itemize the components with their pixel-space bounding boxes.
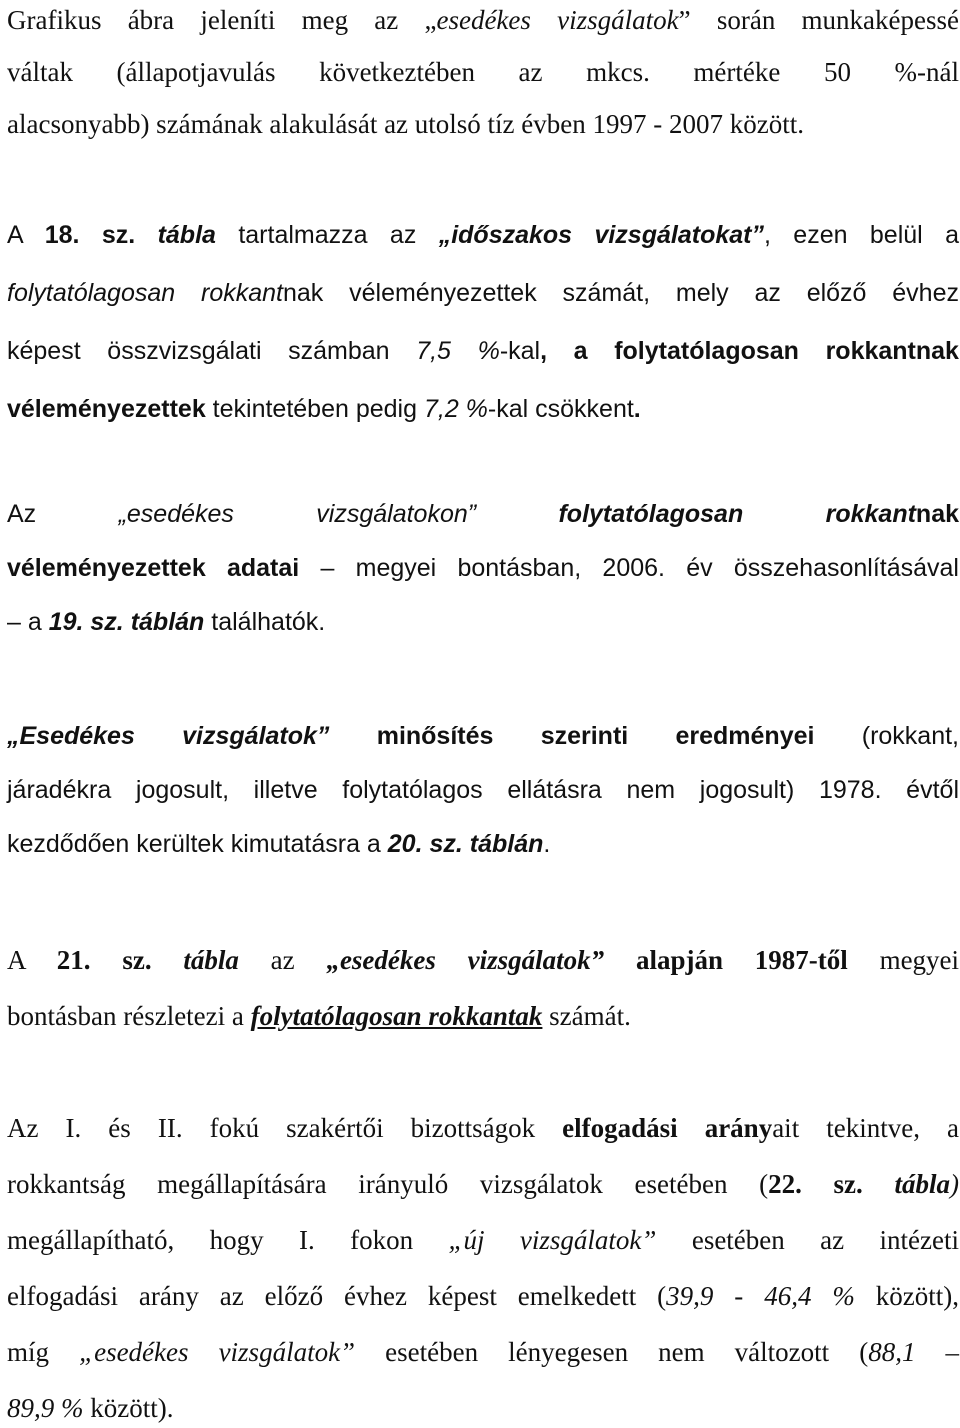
text-run: 7,5 % <box>416 337 500 365</box>
text-run: megállapítható, hogy I. fokon <box>7 1225 449 1255</box>
text-run: bontásban részletezi a <box>7 1001 251 1031</box>
text-run <box>152 945 184 975</box>
text-run: nak <box>915 500 960 528</box>
text-run: „Esedékes vizsgálatok” <box>7 722 330 750</box>
text-run: tábla <box>894 1169 950 1199</box>
text-line <box>7 0 959 40</box>
text-run: kezdődően kerültek kimutatásra a <box>7 830 388 858</box>
text-run <box>604 945 636 975</box>
text-run: – a <box>7 608 49 636</box>
text-run: „időszakos vizsgálatokat” <box>438 221 764 249</box>
text-line <box>7 1108 959 1148</box>
text-run: számát. <box>542 1001 631 1031</box>
text-line <box>7 770 959 810</box>
text-run: , a folytatólagosan rokkantnak <box>540 337 959 365</box>
text-run: esetében az intézeti <box>656 1225 959 1255</box>
text-run: az <box>238 945 327 975</box>
text-run: tartalmazza az <box>215 221 439 249</box>
text-run: 19. sz. táblán <box>48 608 205 636</box>
text-run: elfogadási arány <box>562 1113 773 1143</box>
text-line <box>7 1164 959 1204</box>
text-run: 21. sz. <box>56 945 152 975</box>
text-line <box>7 1220 959 1260</box>
text-run: folytatólagosan rokkantak <box>250 1001 543 1031</box>
text-run: rokkantság megállapítására irányuló vizsgálatok esetében ( <box>7 1169 769 1199</box>
text-run: esedékes vizsgálatok <box>436 5 679 35</box>
text-line <box>7 996 959 1036</box>
text-run: véleményezettek <box>7 395 206 423</box>
text-run <box>135 221 157 249</box>
text-line <box>7 52 959 92</box>
text-run: minősítés szerinti eredményei <box>376 722 815 750</box>
text-run <box>476 500 558 528</box>
text-run: képest összvizsgálati számban <box>7 337 417 365</box>
text-run: alacsonyabb) számának alakulását az utolsó tíz évben 1997 - 2007 között. <box>7 109 804 139</box>
text-line <box>7 1276 959 1316</box>
text-run: 88,1 – <box>868 1337 960 1367</box>
text-run: esetében lényegesen nem változott ( <box>355 1337 869 1367</box>
text-line <box>7 1388 959 1428</box>
text-run: Az I. és II. fokú szakértői bizottságok <box>7 1113 563 1143</box>
text-run: véleményezettek adatai <box>7 554 300 582</box>
text-run: 18. sz. <box>44 221 136 249</box>
text-run: tábla <box>157 221 216 249</box>
text-line <box>7 548 959 588</box>
text-line <box>7 331 959 371</box>
text-run: míg <box>7 1337 80 1367</box>
text-run: tábla <box>183 945 239 975</box>
text-run: (rokkant, <box>814 722 959 750</box>
text-run: 39,9 - 46,4 % <box>666 1281 855 1311</box>
text-line <box>7 824 959 864</box>
text-run: , ezen belül a <box>763 221 959 249</box>
text-run: ” során munkaképessé <box>678 5 959 35</box>
text-run: A <box>7 945 57 975</box>
text-run: járadékra jogosult, illetve folytatólagos ellátásra nem jogosult) 1978. évtől <box>7 776 959 804</box>
text-run: . <box>543 830 551 858</box>
text-run: alapján 1987-től <box>635 945 848 975</box>
text-line <box>7 215 959 255</box>
text-run: . <box>633 395 641 423</box>
text-run: elfogadási arány az előző évhez képest emelkedett ( <box>7 1281 667 1311</box>
text-run: -kal <box>499 337 541 365</box>
text-run: „új vizsgálatok” <box>448 1225 657 1255</box>
text-run: folytatólagosan rokkant <box>7 279 283 307</box>
text-run: 20. sz. táblán <box>387 830 544 858</box>
text-run: Grafikus ábra jeleníti meg az „ <box>7 5 437 35</box>
text-run: 7,2 % <box>423 395 488 423</box>
text-run: folytatólagosan rokkant <box>558 500 916 528</box>
text-run: ait tekintve, a <box>772 1113 959 1143</box>
text-run: nak véleményezettek számát, mely az előző évhez <box>282 279 959 307</box>
text-line <box>7 273 959 313</box>
text-run: találhatók. <box>204 608 326 636</box>
text-run: között). <box>83 1393 174 1423</box>
text-run: „esedékes vizsgálatokon” <box>118 500 477 528</box>
text-line <box>7 104 959 144</box>
text-run: váltak (állapotjavulás következtében az mkcs. mértéke 50 %-nál <box>7 57 959 87</box>
text-run: ) <box>950 1169 959 1199</box>
text-run: között), <box>854 1281 960 1311</box>
text-run <box>863 1169 895 1199</box>
text-line <box>7 494 959 534</box>
text-line <box>7 1332 959 1372</box>
text-run: -kal csökkent <box>487 395 634 423</box>
text-run: „esedékes vizsgálatok” <box>326 945 605 975</box>
text-line <box>7 716 959 756</box>
text-line <box>7 389 959 429</box>
text-run: 22. sz. <box>768 1169 863 1199</box>
text-line <box>7 602 959 642</box>
text-run <box>329 722 376 750</box>
text-run: „esedékes vizsgálatok” <box>79 1337 356 1367</box>
text-run: – megyei bontásban, 2006. év összehasonlításával <box>299 554 959 582</box>
text-run: megyei <box>847 945 960 975</box>
text-run: tekintetében pedig <box>205 395 424 423</box>
text-line <box>7 940 959 980</box>
text-run: Az <box>7 500 119 528</box>
text-run: 89,9 % <box>7 1393 84 1423</box>
text-run: A <box>7 221 45 249</box>
